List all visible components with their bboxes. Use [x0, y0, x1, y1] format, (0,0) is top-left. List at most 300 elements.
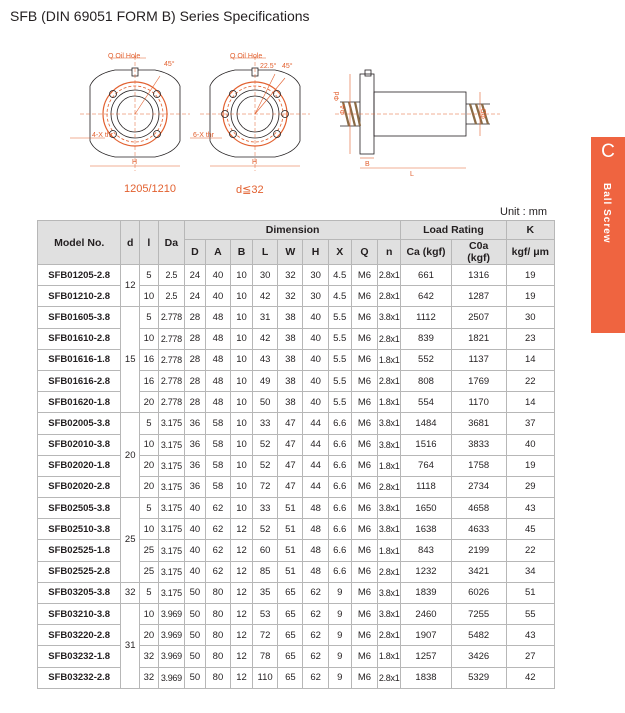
spec-table: [37, 220, 555, 689]
c0a-cell: 1316: [451, 265, 506, 286]
model-no-cell: SFB02505-3.8: [38, 498, 121, 519]
H-cell: 40: [303, 392, 328, 413]
ca-cell: 1232: [401, 561, 451, 582]
D-cell: 40: [185, 519, 206, 540]
n-cell: 2.8x1: [378, 328, 401, 349]
header-L: L: [253, 240, 278, 265]
H-cell: 48: [303, 519, 328, 540]
Q-cell: M6: [351, 370, 377, 391]
n-cell: 2.8x1: [378, 561, 401, 582]
L-cell: 50: [253, 392, 278, 413]
L-cell: 110: [253, 667, 278, 688]
da-cell: 3.969: [158, 646, 184, 667]
header-A: A: [205, 240, 230, 265]
Q-cell: M6: [351, 625, 377, 646]
n-cell: 1.8x1: [378, 349, 401, 370]
table-row: [38, 455, 555, 476]
ca-cell: 1484: [401, 413, 451, 434]
front-view-d32: [190, 56, 310, 171]
L-cell: 52: [253, 519, 278, 540]
B-cell: 10: [231, 370, 253, 391]
D-cell: 40: [185, 561, 206, 582]
H-cell: 48: [303, 561, 328, 582]
ca-cell: 1118: [401, 476, 451, 497]
header-n: n: [378, 240, 401, 265]
X-cell: 6.6: [328, 434, 351, 455]
L-cell: 72: [253, 476, 278, 497]
H-cell: 40: [303, 307, 328, 328]
header-X: X: [328, 240, 351, 265]
k-cell: 34: [506, 561, 554, 582]
l-cell: 25: [140, 561, 159, 582]
W-cell: 38: [278, 307, 303, 328]
d-cell: 32: [121, 582, 140, 603]
model-no-cell: SFB02020-1.8: [38, 455, 121, 476]
H-cell: 62: [303, 667, 328, 688]
n-cell: 2.8x1: [378, 476, 401, 497]
A-cell: 40: [205, 286, 230, 307]
d-cell: 20: [121, 413, 140, 498]
k-cell: 42: [506, 667, 554, 688]
D-cell: 36: [185, 476, 206, 497]
H-cell: 48: [303, 498, 328, 519]
l-cell: 16: [140, 349, 159, 370]
A-cell: 48: [205, 392, 230, 413]
da-cell: 2.778: [158, 392, 184, 413]
model-no-cell: SFB01205-2.8: [38, 265, 121, 286]
B-cell: 12: [231, 667, 253, 688]
l-cell: 20: [140, 625, 159, 646]
l-label: L: [410, 171, 414, 178]
X-cell: 5.5: [328, 349, 351, 370]
H-cell: 62: [303, 582, 328, 603]
n-cell: 1.8x1: [378, 392, 401, 413]
model-no-cell: SFB01210-2.8: [38, 286, 121, 307]
c0a-cell: 7255: [451, 604, 506, 625]
B-cell: 10: [231, 328, 253, 349]
c0a-cell: 5482: [451, 625, 506, 646]
W-cell: 32: [278, 265, 303, 286]
h-label-left: H: [132, 159, 138, 166]
H-cell: 30: [303, 265, 328, 286]
n-cell: 1.8x1: [378, 540, 401, 561]
table-row: [38, 328, 555, 349]
n-cell: 2.8x1: [378, 265, 401, 286]
c0a-cell: 2199: [451, 540, 506, 561]
side-view: [335, 70, 500, 168]
W-cell: 38: [278, 392, 303, 413]
c0a-cell: 3421: [451, 561, 506, 582]
W-cell: 38: [278, 349, 303, 370]
H-cell: 40: [303, 328, 328, 349]
ca-cell: 554: [401, 392, 451, 413]
k-cell: 23: [506, 328, 554, 349]
B-cell: 12: [231, 646, 253, 667]
c0a-cell: 1137: [451, 349, 506, 370]
ca-cell: 1907: [401, 625, 451, 646]
Q-cell: M6: [351, 392, 377, 413]
A-cell: 80: [205, 667, 230, 688]
table-row: [38, 667, 555, 688]
ca-cell: 642: [401, 286, 451, 307]
l-cell: 10: [140, 604, 159, 625]
da-cell: 2.5: [158, 286, 184, 307]
header-d: d: [121, 221, 140, 265]
D-cell: 28: [185, 349, 206, 370]
ca-cell: 552: [401, 349, 451, 370]
Q-cell: M6: [351, 604, 377, 625]
l-cell: 5: [140, 413, 159, 434]
header-load-rating: Load Rating: [401, 221, 506, 240]
L-cell: 72: [253, 625, 278, 646]
n-cell: 2.8x1: [378, 625, 401, 646]
table-row: [38, 307, 555, 328]
Q-cell: M6: [351, 455, 377, 476]
H-cell: 40: [303, 370, 328, 391]
k-cell: 55: [506, 604, 554, 625]
ca-cell: 1650: [401, 498, 451, 519]
table-row: [38, 582, 555, 603]
header-model: Model No.: [38, 221, 121, 265]
header-da: Da: [158, 221, 184, 265]
k-cell: 30: [506, 307, 554, 328]
header-Q: Q: [351, 240, 377, 265]
n-cell: 3.8x1: [378, 519, 401, 540]
ca-cell: 1838: [401, 667, 451, 688]
L-cell: 33: [253, 498, 278, 519]
l-cell: 10: [140, 286, 159, 307]
k-cell: 22: [506, 370, 554, 391]
model-no-cell: SFB01605-3.8: [38, 307, 121, 328]
Q-cell: M6: [351, 349, 377, 370]
da-cell: 2.778: [158, 328, 184, 349]
Q-cell: M6: [351, 667, 377, 688]
header-c0a: [451, 240, 506, 265]
l-cell: 5: [140, 265, 159, 286]
header-D: D: [185, 240, 206, 265]
L-cell: 78: [253, 646, 278, 667]
k-cell: 29: [506, 476, 554, 497]
da-cell: 3.175: [158, 519, 184, 540]
Q-cell: M6: [351, 519, 377, 540]
k-cell: 19: [506, 286, 554, 307]
ca-cell: 764: [401, 455, 451, 476]
da-cell: 3.175: [158, 540, 184, 561]
table-row: [38, 540, 555, 561]
l-cell: 20: [140, 476, 159, 497]
l-cell: 10: [140, 434, 159, 455]
B-cell: 10: [231, 286, 253, 307]
ca-cell: 1638: [401, 519, 451, 540]
L-cell: 52: [253, 455, 278, 476]
n-cell: 3.8x1: [378, 434, 401, 455]
L-cell: 33: [253, 413, 278, 434]
D-cell: 28: [185, 392, 206, 413]
A-cell: 62: [205, 519, 230, 540]
D-cell: 28: [185, 370, 206, 391]
A-cell: 40: [205, 265, 230, 286]
W-cell: 38: [278, 328, 303, 349]
da-cell: 3.175: [158, 476, 184, 497]
W-cell: 51: [278, 519, 303, 540]
model-no-cell: SFB02510-3.8: [38, 519, 121, 540]
model-no-cell: SFB03210-3.8: [38, 604, 121, 625]
table-row: [38, 498, 555, 519]
X-cell: 6.6: [328, 540, 351, 561]
angle-label-225: 22.5°: [260, 63, 277, 70]
caption-1205: 1205/1210: [124, 183, 176, 195]
W-cell: 47: [278, 455, 303, 476]
k-cell: 51: [506, 582, 554, 603]
c0a-cell: 1170: [451, 392, 506, 413]
Q-cell: M6: [351, 265, 377, 286]
X-cell: 9: [328, 604, 351, 625]
L-cell: 85: [253, 561, 278, 582]
Q-cell: M6: [351, 328, 377, 349]
n-cell: 3.8x1: [378, 498, 401, 519]
X-cell: 4.5: [328, 286, 351, 307]
X-cell: 6.6: [328, 498, 351, 519]
A-cell: 62: [205, 498, 230, 519]
header-H: H: [303, 240, 328, 265]
B-cell: 12: [231, 604, 253, 625]
B-cell: 12: [231, 519, 253, 540]
header-c0a-label: C0a: [469, 240, 489, 252]
c0a-cell: 2507: [451, 307, 506, 328]
k-cell: 22: [506, 540, 554, 561]
da-cell: 3.175: [158, 561, 184, 582]
Q-cell: M6: [351, 561, 377, 582]
c0a-cell: 3833: [451, 434, 506, 455]
D-cell: 40: [185, 498, 206, 519]
l-cell: 10: [140, 328, 159, 349]
section-name: Ball Screw: [601, 183, 612, 244]
Q-cell: M6: [351, 307, 377, 328]
model-no-cell: SFB03232-2.8: [38, 667, 121, 688]
D-cell: 50: [185, 582, 206, 603]
da-cell: 3.969: [158, 625, 184, 646]
W-cell: 47: [278, 434, 303, 455]
table-row: [38, 625, 555, 646]
ca-cell: 1257: [401, 646, 451, 667]
L-cell: 53: [253, 604, 278, 625]
W-cell: 51: [278, 561, 303, 582]
table-row: [38, 646, 555, 667]
oil-hole-label-left: Q Oil Hole: [108, 53, 141, 60]
X-cell: 4.5: [328, 265, 351, 286]
da-cell: 3.175: [158, 455, 184, 476]
B-cell: 10: [231, 349, 253, 370]
unit-label: Unit : mm: [500, 206, 548, 218]
X-cell: 9: [328, 582, 351, 603]
section-letter: C: [601, 141, 615, 162]
n-cell: 1.8x1: [378, 455, 401, 476]
A-cell: 48: [205, 328, 230, 349]
model-no-cell: SFB03220-2.8: [38, 625, 121, 646]
L-cell: 35: [253, 582, 278, 603]
model-no-cell: SFB03205-3.8: [38, 582, 121, 603]
l-cell: 5: [140, 582, 159, 603]
da-cell: 3.175: [158, 582, 184, 603]
ca-cell: 1112: [401, 307, 451, 328]
D-cell: 50: [185, 604, 206, 625]
W-cell: 51: [278, 498, 303, 519]
da-cell: 2.778: [158, 307, 184, 328]
header-k-unit: kgf/ μm: [506, 240, 554, 265]
D-cell: 36: [185, 455, 206, 476]
B-cell: 10: [231, 413, 253, 434]
A-cell: 58: [205, 476, 230, 497]
table-row: [38, 370, 555, 391]
A-cell: 80: [205, 625, 230, 646]
X-cell: 9: [328, 646, 351, 667]
model-no-cell: SFB02005-3.8: [38, 413, 121, 434]
D-cell: 36: [185, 434, 206, 455]
H-cell: 44: [303, 455, 328, 476]
l-cell: 32: [140, 667, 159, 688]
X-cell: 6.6: [328, 519, 351, 540]
W-cell: 65: [278, 582, 303, 603]
c0a-cell: 3426: [451, 646, 506, 667]
L-cell: 31: [253, 307, 278, 328]
A-cell: 80: [205, 582, 230, 603]
X-cell: 9: [328, 625, 351, 646]
caption-d32: d≦32: [236, 184, 264, 196]
da-cell: 3.175: [158, 498, 184, 519]
c0a-cell: 4658: [451, 498, 506, 519]
A-cell: 62: [205, 540, 230, 561]
X-cell: 5.5: [328, 370, 351, 391]
k-cell: 43: [506, 498, 554, 519]
table-row: [38, 349, 555, 370]
table-row: [38, 476, 555, 497]
B-cell: 10: [231, 476, 253, 497]
Q-cell: M6: [351, 646, 377, 667]
l-cell: 10: [140, 519, 159, 540]
table-row: [38, 392, 555, 413]
ca-cell: 1516: [401, 434, 451, 455]
table-row: [38, 286, 555, 307]
H-cell: 62: [303, 646, 328, 667]
model-no-cell: SFB01620-1.8: [38, 392, 121, 413]
d-cell: 12: [121, 265, 140, 307]
da-cell: 2.778: [158, 349, 184, 370]
l-cell: 20: [140, 455, 159, 476]
l-cell: 25: [140, 540, 159, 561]
header-c0a-unit: (kgf): [467, 252, 491, 264]
H-cell: 44: [303, 434, 328, 455]
D-cell: 50: [185, 667, 206, 688]
X-cell: 6.6: [328, 455, 351, 476]
spec-table-body: [38, 265, 555, 689]
Q-cell: M6: [351, 498, 377, 519]
section-tab[interactable]: [591, 137, 625, 333]
A-cell: 48: [205, 349, 230, 370]
H-cell: 62: [303, 604, 328, 625]
ca-cell: 1839: [401, 582, 451, 603]
X-cell: 5.5: [328, 328, 351, 349]
B-cell: 12: [231, 625, 253, 646]
header-W: W: [278, 240, 303, 265]
X-cell: 5.5: [328, 392, 351, 413]
D-cell: 24: [185, 265, 206, 286]
W-cell: 65: [278, 625, 303, 646]
table-row: [38, 519, 555, 540]
k-cell: 43: [506, 625, 554, 646]
Q-cell: M6: [351, 286, 377, 307]
da-cell: 3.175: [158, 434, 184, 455]
L-cell: 49: [253, 370, 278, 391]
table-row: [38, 604, 555, 625]
D-cell: 50: [185, 625, 206, 646]
model-no-cell: SFB03232-1.8: [38, 646, 121, 667]
da-cell: 2.778: [158, 370, 184, 391]
page-title: SFB (DIN 69051 FORM B) Series Specifications: [10, 8, 310, 24]
phid-label: Φd: [334, 91, 341, 101]
L-cell: 42: [253, 286, 278, 307]
W-cell: 38: [278, 370, 303, 391]
model-no-cell: SFB01616-1.8: [38, 349, 121, 370]
k-cell: 19: [506, 265, 554, 286]
B-cell: 12: [231, 540, 253, 561]
Q-cell: M6: [351, 582, 377, 603]
Q-cell: M6: [351, 540, 377, 561]
l-cell: 32: [140, 646, 159, 667]
l-cell: 5: [140, 307, 159, 328]
D-cell: 24: [185, 286, 206, 307]
header-l: l: [140, 221, 159, 265]
Q-cell: M6: [351, 476, 377, 497]
L-cell: 60: [253, 540, 278, 561]
model-no-cell: SFB01610-2.8: [38, 328, 121, 349]
l-cell: 20: [140, 392, 159, 413]
header-k: K: [506, 221, 554, 240]
B-cell: 10: [231, 392, 253, 413]
n-cell: 3.8x1: [378, 307, 401, 328]
D-cell: 50: [185, 646, 206, 667]
table-row: [38, 265, 555, 286]
da-cell: 3.969: [158, 604, 184, 625]
c0a-cell: 1821: [451, 328, 506, 349]
c0a-cell: 1287: [451, 286, 506, 307]
A-cell: 58: [205, 434, 230, 455]
W-cell: 47: [278, 476, 303, 497]
W-cell: 51: [278, 540, 303, 561]
B-cell: 10: [231, 498, 253, 519]
table-row: [38, 561, 555, 582]
A-cell: 62: [205, 561, 230, 582]
W-cell: 65: [278, 604, 303, 625]
angle-label-left: 45°: [164, 61, 175, 68]
W-cell: 65: [278, 646, 303, 667]
model-no-cell: SFB02020-2.8: [38, 476, 121, 497]
phiA-label: ΦA: [340, 104, 347, 115]
k-cell: 19: [506, 455, 554, 476]
c0a-cell: 2734: [451, 476, 506, 497]
da-cell: 2.5: [158, 265, 184, 286]
D-cell: 28: [185, 307, 206, 328]
X-cell: 6.6: [328, 561, 351, 582]
X-cell: 6.6: [328, 413, 351, 434]
d-cell: 25: [121, 498, 140, 583]
ca-cell: 808: [401, 370, 451, 391]
H-cell: 44: [303, 413, 328, 434]
model-no-cell: SFB02525-1.8: [38, 540, 121, 561]
l-cell: 5: [140, 498, 159, 519]
c0a-cell: 4633: [451, 519, 506, 540]
k-cell: 40: [506, 434, 554, 455]
Q-cell: M6: [351, 413, 377, 434]
